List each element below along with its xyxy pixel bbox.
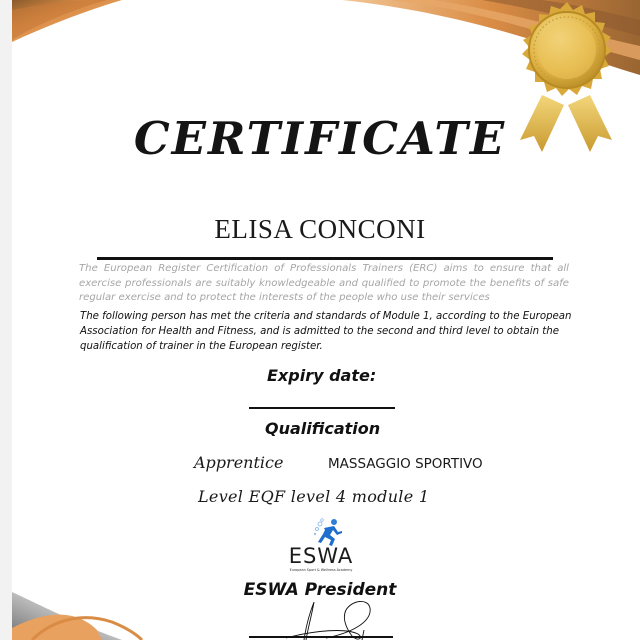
signatory-title: ESWA President bbox=[243, 580, 397, 600]
logo-acronym: ESWA bbox=[288, 544, 354, 568]
president-signature bbox=[246, 598, 396, 640]
expiry-date-line bbox=[249, 407, 395, 409]
expiry-date-label: Expiry date: bbox=[267, 366, 377, 385]
erc-statement: The European Register Certification of Professionals Trainers (ERC) aims to ensure that all exercise professionals are suitably knowledgeable and qualified to promote the benefits of safe regular exercise and to protect the interests of the people who use their services bbox=[79, 263, 569, 303]
qualification-level: Level EQF level 4 module 1 bbox=[198, 487, 430, 506]
attestation-text: The following person has met the criteria and standards of Module 1, according to the European Association for Health and Fitness, and is admitted to the second and third level to obtain the qualification of trainer in the European register. bbox=[80, 311, 572, 352]
certificate-title: CERTIFICATE bbox=[133, 112, 507, 165]
name-underline bbox=[97, 257, 553, 260]
recipient-name: ELISA CONCONI bbox=[214, 214, 426, 244]
eswa-logo bbox=[276, 518, 366, 576]
signature-line bbox=[249, 636, 393, 638]
certificate-page bbox=[12, 0, 640, 640]
qualification-course: MASSAGGIO SPORTIVO bbox=[328, 456, 483, 472]
logo-full-name: European Sport & Wellness Academy bbox=[289, 568, 353, 572]
qualification-grade: Apprentice bbox=[194, 453, 284, 472]
qualification-label: Qualification bbox=[265, 419, 381, 438]
